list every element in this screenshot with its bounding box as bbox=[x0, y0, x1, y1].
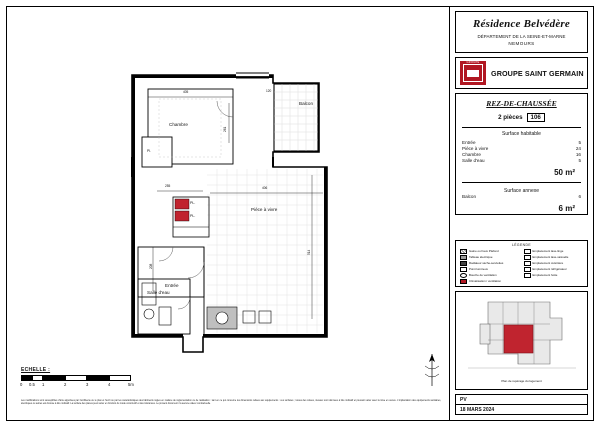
scale-tick-0: 0 bbox=[20, 382, 23, 387]
scale-graphic bbox=[21, 375, 151, 382]
floor-level: REZ-DE-CHAUSSÉE bbox=[486, 99, 557, 108]
legend-item bbox=[524, 267, 586, 272]
legend-swatch-cooker bbox=[524, 261, 531, 266]
scale-tick-4: 3 bbox=[86, 382, 89, 387]
dimension-208: 208 bbox=[149, 263, 153, 269]
room-label-balcon: Balcon bbox=[299, 101, 314, 106]
legend-swatch-white bbox=[460, 267, 467, 272]
room-area: 5 bbox=[578, 158, 581, 164]
annex-area: 6 bbox=[578, 194, 581, 200]
building-locator-block bbox=[455, 291, 588, 390]
apartment-type: 2 pièces bbox=[498, 114, 523, 121]
legend-label: Emplacement réfrigérateur bbox=[532, 267, 567, 272]
scale-tick-5: 4 bbox=[108, 382, 111, 387]
total-habitable-area: 50 m² bbox=[554, 167, 575, 177]
column-divider bbox=[449, 6, 450, 421]
legend-column-left bbox=[458, 249, 522, 285]
legend-item bbox=[460, 255, 522, 260]
city-name: NEMOURS bbox=[508, 41, 535, 46]
logo-top-text: GROUPE bbox=[466, 61, 480, 64]
north-arrow-icon bbox=[419, 352, 445, 388]
scale-label: ECHELLE : bbox=[21, 367, 51, 373]
room-label-chambre: Chambre bbox=[169, 122, 188, 127]
legend-swatch-circle bbox=[460, 273, 467, 278]
annex-surface-label: Surface annexe bbox=[503, 187, 540, 194]
table-row bbox=[462, 158, 581, 164]
habitable-surface-table bbox=[462, 139, 581, 164]
legend-label: Bouche de ventilation bbox=[469, 273, 497, 278]
legend-item bbox=[524, 255, 586, 260]
dimension-406: 406 bbox=[262, 186, 268, 190]
legend-item bbox=[460, 261, 522, 266]
room-name: Pièce à vivre bbox=[462, 145, 489, 151]
revision-block bbox=[455, 394, 588, 415]
room-name: Chambre bbox=[462, 151, 481, 157]
habitable-surface-label: Surface habitable bbox=[502, 131, 541, 137]
annex-name: Balcon bbox=[462, 194, 477, 200]
developer-block bbox=[455, 57, 588, 89]
table-row bbox=[462, 194, 581, 200]
legal-disclaimer: Les modifications sont susceptibles d'être apportées par l'architecte ou le plan et l'écrit ou par les caractéristiques des bâtiments régies en matière de réglementation ou de réalisation : tant en ce qui concerne les dimensions reliées aux équipements : ces surfaces ; toutes des cotées, niveaux sont données à titre indicatif et pouvant varier avec la mise en œuvre. L'implantation des équipements sanitaires, électriques ou autres est donnée à titre indicatif. La surface des pièces peut varier en fonction du mode constructif et des tolérances. Le présent document n'a aucune valeur contractuelle. bbox=[21, 400, 441, 406]
divider-1 bbox=[462, 127, 581, 128]
room-label-piece-a-vivre: Pièce à vivre bbox=[251, 207, 278, 212]
scale-tick-2: 1 bbox=[42, 382, 45, 387]
dimension-255: 255 bbox=[165, 184, 171, 188]
legend-block bbox=[455, 240, 588, 287]
legend-label: Emplacement hotte bbox=[532, 273, 558, 278]
room-label-placard-2: PL. bbox=[190, 214, 196, 218]
title-block bbox=[455, 11, 588, 53]
dimension-120: 120 bbox=[266, 89, 272, 93]
legend-label: Emplacement cuisinière bbox=[532, 261, 564, 266]
scale-tick-3: 2 bbox=[64, 382, 67, 387]
revision-label: PV bbox=[456, 395, 587, 405]
legend-swatch-hood bbox=[524, 273, 531, 278]
legend-label: Climatisation / ventilation bbox=[469, 279, 501, 284]
legend-title: LÉGENDE bbox=[511, 243, 531, 247]
revision-date: 18 MARS 2024 bbox=[460, 407, 495, 413]
apartment-plan bbox=[7, 7, 448, 420]
building-locator-plan bbox=[458, 294, 585, 383]
legend-item bbox=[524, 261, 586, 266]
developer-name: GROUPE SAINT GERMAIN bbox=[491, 68, 584, 78]
dimension-261: 261 bbox=[223, 126, 227, 132]
department-name: DÉPARTEMENT DE LA SEINE-ET-MARNE bbox=[477, 34, 566, 39]
scale-tick-1: 0.5 bbox=[29, 382, 35, 387]
legend-swatch-red bbox=[460, 279, 467, 284]
mini-plan-caption: Plan de repérage du logement bbox=[501, 379, 542, 383]
room-area: 5 bbox=[578, 139, 581, 145]
legend-item bbox=[524, 273, 586, 278]
total-annex-area: 6 m² bbox=[558, 203, 575, 213]
room-name: Salle d'eau bbox=[462, 158, 485, 164]
legend-item bbox=[524, 249, 586, 254]
legend-swatch-dishwasher bbox=[524, 255, 531, 260]
legend-item bbox=[460, 279, 522, 284]
lot-number: 106 bbox=[527, 113, 545, 122]
legend-label: Tableau électrique bbox=[469, 255, 493, 260]
legend-label: Gaine ou Faux Plafond bbox=[469, 249, 499, 254]
legend-label: Point lumineux bbox=[469, 267, 488, 272]
room-name: Entrée bbox=[462, 139, 476, 145]
room-label-placard-1: PL. bbox=[190, 201, 196, 205]
legend-swatch-grey bbox=[460, 255, 467, 260]
legend-swatch-fridge bbox=[524, 267, 531, 272]
scale-bar bbox=[21, 367, 161, 389]
legend-item bbox=[460, 267, 522, 272]
residence-name: Résidence Belvédère bbox=[473, 18, 570, 30]
room-label-placard-3: Pl. bbox=[147, 149, 151, 153]
scale-tick-6: 5m bbox=[128, 382, 134, 387]
annex-surface-table bbox=[462, 194, 581, 200]
legend-item bbox=[460, 249, 522, 254]
mini-plan-drawing bbox=[458, 294, 587, 378]
legend-label: Emplacement lave-vaisselle bbox=[532, 255, 569, 260]
room-label-entree: Entrée bbox=[165, 283, 179, 288]
room-area: 16 bbox=[575, 151, 581, 157]
legend-label: Emplacement lave-linge bbox=[532, 249, 564, 254]
legend-item bbox=[460, 273, 522, 278]
legend-swatch-washer bbox=[524, 249, 531, 254]
divider-2 bbox=[462, 182, 581, 183]
dimension-514: 514 bbox=[307, 249, 311, 255]
lot-info-block bbox=[455, 93, 588, 215]
room-label-salle-deau: Salle d'eau bbox=[147, 290, 170, 295]
legend-label: Radiateur sèche-serviettes bbox=[469, 261, 504, 266]
legend-swatch-hatch bbox=[460, 249, 467, 254]
room-area: 24 bbox=[575, 145, 581, 151]
groupe-saint-germain-logo-icon bbox=[460, 61, 486, 85]
legend-swatch-dark bbox=[460, 261, 467, 266]
dimension-405: 405 bbox=[183, 90, 189, 94]
legend-column-right bbox=[522, 249, 586, 285]
scale-ticks bbox=[21, 382, 161, 389]
plan-drawing bbox=[7, 7, 448, 420]
